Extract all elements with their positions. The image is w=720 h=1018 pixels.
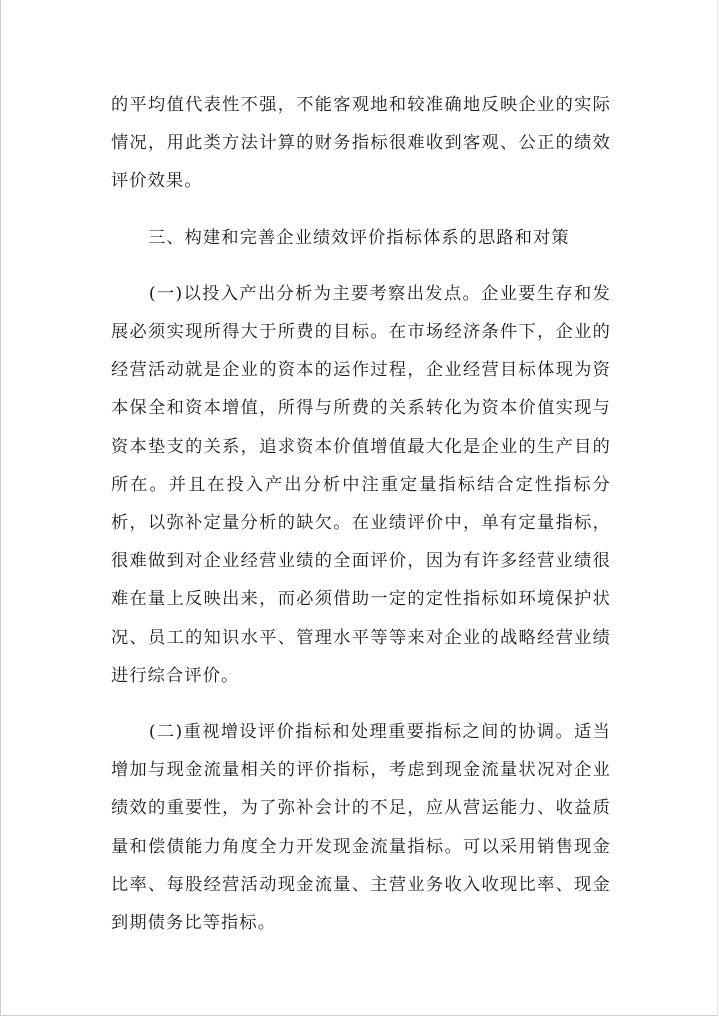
section-heading: 三、构建和完善企业绩效评价指标体系的思路和对策 xyxy=(148,227,570,248)
paragraph-point-2: (二)重视增设评价指标和处理重要指标之间的协调。适当增加与现金流量相关的评价指标，考虑到现金流量状况对企业绩效的重要性，为了弥补会计的不足，应从营运能力、收益质量和偿债能力角度全力开发现金流量指标。可以采用销售现金比率、每股经营活动现金流量、主营业务收入收现比率、现金到期债务比等指标。 xyxy=(111,722,611,934)
paragraph-gap xyxy=(111,695,611,713)
paragraph-gap xyxy=(111,257,611,275)
paragraph-point-1: (一)以投入产出分析为主要考察出发点。企业要生存和发展必须实现所得大于所费的目标。在市场经济条件下，企业的经营活动就是企业的资本的运作过程，企业经营目标体现为资本保全和资本增值，所得与所费的关系转化为资本价值实现与资本垫支的关系，追求资本价值增值最大化是企业的生产目的所在。并且在投入产出分析中注重定量指标结合定性指标分析，以弥补定量分析的缺欠。在业绩评价中，单有定量指标，很难做到对企业经营业绩的全面评价，因为有许多经营业绩很难在量上反映出来，而必须借助一定的定性指标如环境保护状况、员工的知识水平、管理水平等等来对企业的战略经营业绩进行综合评价。 xyxy=(111,283,611,686)
document-body xyxy=(111,86,611,942)
paragraph-gap xyxy=(111,201,611,219)
paragraph-continuation: 的平均值代表性不强，不能客观地和较准确地反映企业的实际情况，用此类方法计算的财务指标很难收到客观、公正的绩效评价效果。 xyxy=(111,95,611,192)
